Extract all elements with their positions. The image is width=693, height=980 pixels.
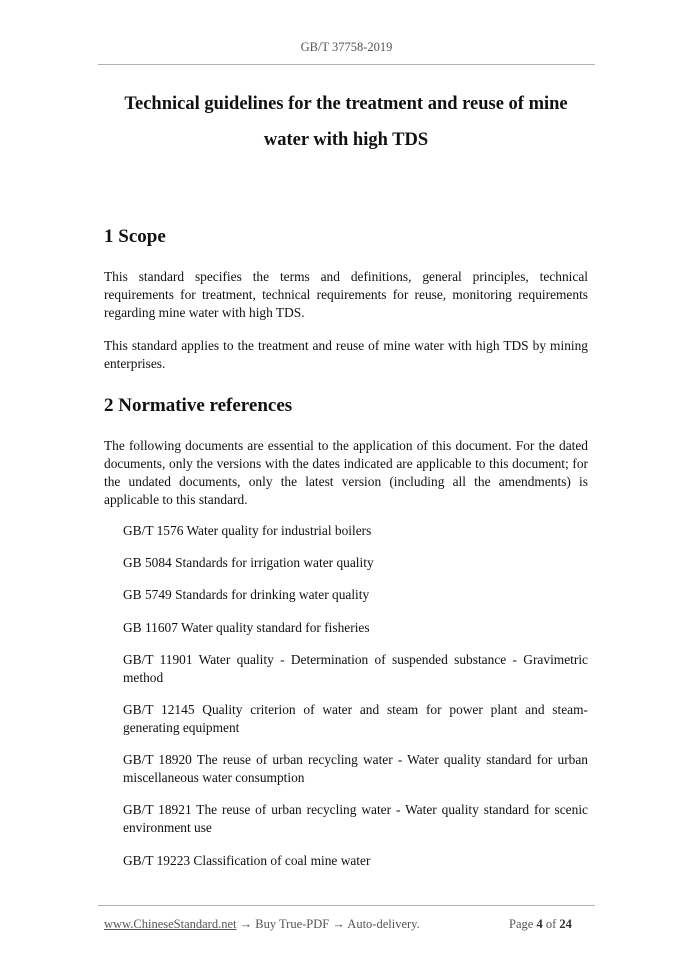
reference-item: GB/T 18920 The reuse of urban recycling water - Water quality standard for urban miscellaneous water consumption xyxy=(123,752,588,786)
page-current: 4 xyxy=(536,917,543,931)
normative-intro-paragraph: The following documents are essential to the application of this document. For the dated documents, only the versions with the dates indicated are applicable to this document; for the undated documents, only the latest version (including all the amendments) is applicable to this standard. xyxy=(104,438,588,507)
reference-item: GB/T 11901 Water quality - Determination of suspended substance - Gravimetric method xyxy=(123,651,588,685)
document-title-line-2: water with high TDS xyxy=(263,130,429,150)
footer-promo xyxy=(104,917,420,932)
reference-item: GB/T 1576 Water quality for industrial boilers xyxy=(123,523,372,538)
section-heading-scope: 1 Scope xyxy=(104,226,166,247)
footer-divider xyxy=(98,905,595,906)
footer-site-link[interactable]: www.ChineseStandard.net xyxy=(104,917,237,931)
footer-promo-text: → Buy True-PDF → Auto-delivery. xyxy=(236,917,420,931)
page-of: of xyxy=(542,917,560,931)
reference-item: GB 5084 Standards for irrigation water quality xyxy=(123,555,374,571)
reference-item: GB/T 18921 The reuse of urban recycling water - Water quality standard for scenic environment use xyxy=(123,802,588,836)
page-total: 24 xyxy=(559,917,572,931)
document-title-line-1: Technical guidelines for the treatment and reuse of mine xyxy=(124,94,568,114)
reference-item: GB 11607 Water quality standard for fisheries xyxy=(123,619,370,635)
reference-item: GB 5749 Standards for drinking water quality xyxy=(123,587,370,603)
section-heading-normative-references: 2 Normative references xyxy=(104,395,293,416)
header-divider xyxy=(98,64,595,65)
scope-paragraph-1: This standard specifies the terms and definitions, general principles, technical requirements for treatment, technical requirements for reuse, monitoring requirements regarding mine water with high TDS. xyxy=(104,269,588,320)
scope-paragraph-2: This standard applies to the treatment and reuse of mine water with high TDS by mining enterprises. xyxy=(104,338,588,371)
page-prefix: Page xyxy=(509,917,537,931)
normative-reference-list xyxy=(123,522,588,884)
reference-item: GB/T 12145 Quality criterion of water and steam for power plant and steam-generating equipment xyxy=(123,701,588,735)
page-indicator xyxy=(509,917,572,932)
running-header: GB/T 37758-2019 xyxy=(300,40,393,54)
document-title xyxy=(90,86,602,158)
reference-item: GB/T 19223 Classification of coal mine water xyxy=(123,852,371,868)
